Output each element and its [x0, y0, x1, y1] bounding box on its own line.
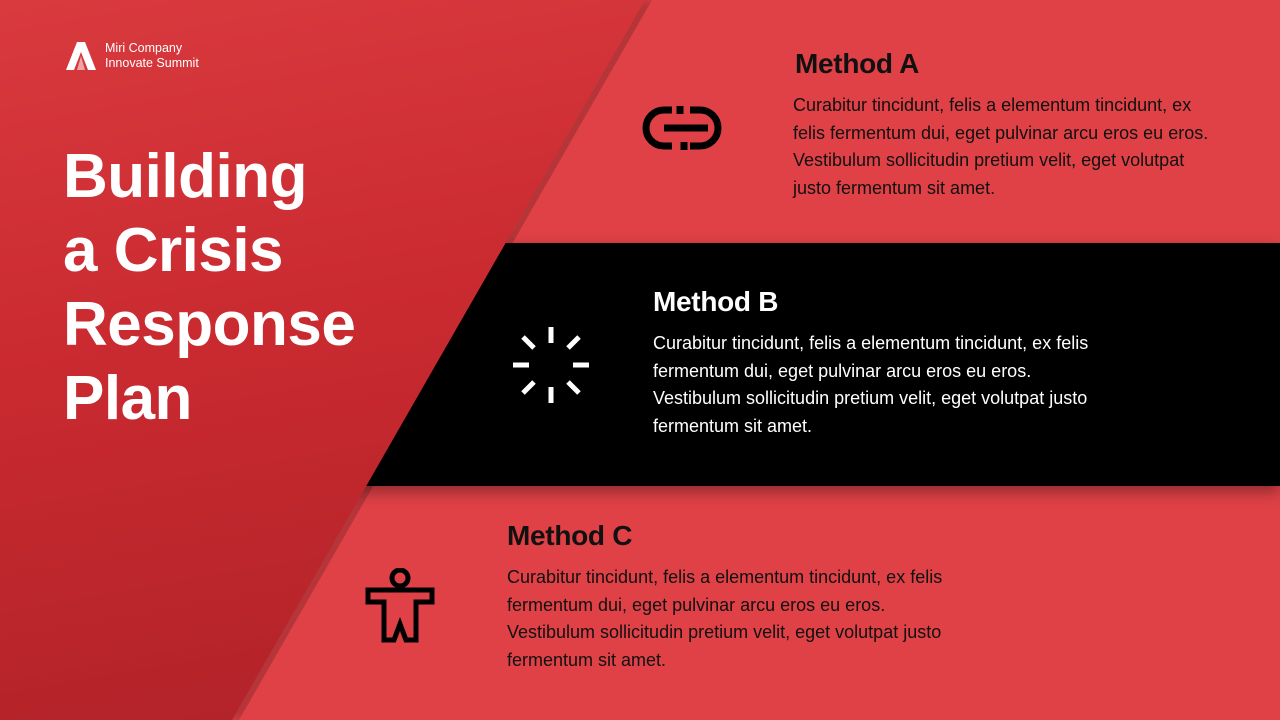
method-c-card — [507, 520, 967, 674]
method-a-heading: Method A — [795, 48, 920, 79]
company-name: Miri Company — [105, 41, 183, 55]
title-line: Response — [63, 290, 356, 359]
method-c-body: Curabitur tincidunt, felis a elementum tincidunt, ex felis fermentum dui, eget pulvinar arcu eros eu eros. Vestibulum sollicitudin pretium velit, eget volutpat justo fermentum sit amet. — [507, 567, 943, 670]
method-a-card — [793, 48, 1223, 202]
loading-spinner-icon — [509, 323, 593, 407]
method-b-body: Curabitur tincidunt, felis a elementum tincidunt, ex felis fermentum dui, eget pulvinar arcu eros eu eros. Vestibulum sollicitudin pretium velit, eget volutpat justo fermentum sit amet. — [653, 333, 1089, 436]
method-b-card — [653, 286, 1113, 440]
title-line: Building — [63, 142, 307, 211]
method-c-heading: Method C — [507, 520, 633, 551]
brand-header — [66, 41, 199, 71]
link-icon — [642, 96, 728, 160]
letter-a-logo-icon — [66, 42, 96, 70]
method-b-heading: Method B — [653, 286, 779, 317]
title-line: Plan — [63, 364, 192, 433]
event-name: Innovate Summit — [105, 56, 199, 70]
brand-name — [105, 41, 199, 71]
title-line: a Crisis — [63, 216, 284, 285]
method-a-body: Curabitur tincidunt, felis a elementum tincidunt, ex felis fermentum dui, eget pulvinar arcu eros eu eros. Vestibulum sollicitudin pretium velit, eget volutpat justo fermentum sit amet. — [793, 95, 1209, 198]
page-title — [63, 140, 423, 436]
person-icon — [364, 568, 436, 644]
